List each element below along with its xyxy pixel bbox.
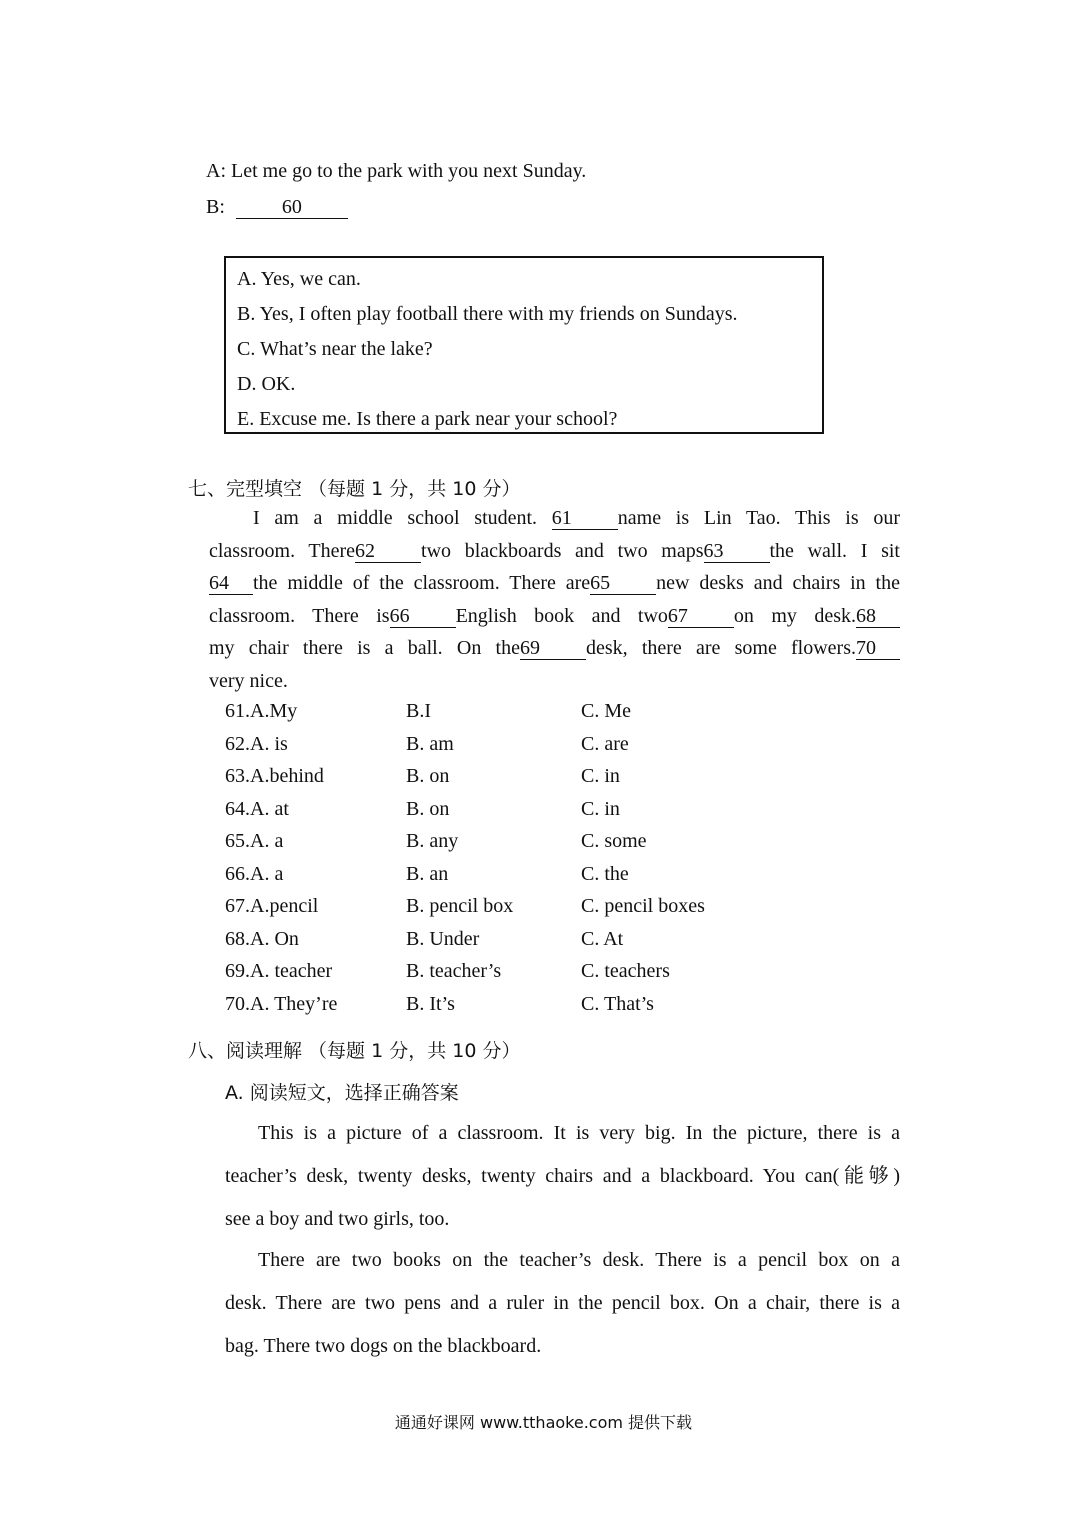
paragraph-line: desk. There are two pens and a ruler in the pencil box. On a chair, there is a: [225, 1292, 900, 1314]
question-64: [225, 798, 925, 830]
blank-60: 60: [236, 197, 348, 219]
question-choice-a: 62.A. is: [225, 733, 288, 755]
section8-heading: 八、阅读理解 （每题 1 分，共 10 分）: [188, 1040, 521, 1062]
reading-a-subheading: A. 阅读短文，选择正确答案: [225, 1082, 459, 1104]
question-choice-c: C. That’s: [581, 993, 654, 1015]
question-choice-a: 67.A.pencil: [225, 895, 319, 917]
option-e: E. Excuse me. Is there a park near your school?: [237, 408, 618, 430]
blank-66: 66: [390, 606, 456, 628]
passage-line-2: classroom. There62 two blackboards and two maps63 the wall. I sit: [209, 539, 900, 562]
question-choice-b: B. teacher’s: [406, 960, 502, 982]
section7-heading: 七、完型填空 （每题 1 分，共 10 分）: [188, 478, 521, 500]
question-choice-b: B. on: [406, 798, 450, 820]
question-choice-a: 61.A.My: [225, 700, 298, 722]
cloze-passage: [209, 502, 900, 698]
option-c: C. What’s near the lake?: [237, 338, 433, 360]
blank-69: 69: [520, 638, 586, 660]
question-68: [225, 928, 925, 960]
dialogue-line-a: A: Let me go to the park with you next Sunday.: [206, 160, 587, 182]
blank-68: 68: [856, 606, 900, 628]
question-66: [225, 863, 925, 895]
question-choice-b: B.I: [406, 700, 431, 722]
question-choice-a: 69.A. teacher: [225, 960, 333, 982]
question-choice-c: C. Me: [581, 700, 631, 722]
question-choice-a: 68.A. On: [225, 928, 299, 950]
question-choice-c: C. in: [581, 798, 620, 820]
question-67: [225, 895, 925, 927]
question-choice-b: B. on: [406, 765, 450, 787]
passage-line-5: my chair there is a ball. On the69 desk, there are some flowers.70: [209, 632, 900, 665]
blank-62: 62: [355, 541, 421, 563]
question-choice-b: B. pencil box: [406, 895, 514, 917]
question-choice-a: 66.A. a: [225, 863, 284, 885]
question-62: [225, 733, 925, 765]
paragraph-line: bag. There two dogs on the blackboard.: [225, 1335, 542, 1357]
question-choice-b: B. any: [406, 830, 459, 852]
question-69: [225, 960, 925, 992]
question-choice-c: C. teachers: [581, 960, 670, 982]
question-63: [225, 765, 925, 797]
paragraph-line: This is a picture of a classroom. It is very big. In the picture, there is a: [258, 1122, 900, 1144]
blank-67: 67: [668, 606, 734, 628]
question-choice-a: 64.A. at: [225, 798, 289, 820]
dialogue-line-b: [206, 196, 348, 219]
passage-line-1: I am a middle school student. 61 name is Lin Tao. This is our: [253, 507, 900, 529]
options-box: [224, 256, 824, 434]
passage-line-4: classroom. There is66 English book and two67 on my desk.68: [209, 600, 900, 633]
paragraph-line: There are two books on the teacher’s desk. There is a pencil box on a: [258, 1249, 900, 1271]
blank-64: 64: [209, 573, 253, 595]
blank-65: 65: [590, 573, 656, 595]
blank-63: 63: [704, 541, 770, 563]
question-choice-c: C. pencil boxes: [581, 895, 705, 917]
passage-line-6: very nice.: [209, 669, 288, 692]
question-choice-a: 65.A. a: [225, 830, 284, 852]
reading-paragraph-1: [225, 1112, 900, 1241]
blank-70: 70: [856, 638, 900, 660]
question-choice-c: C. some: [581, 830, 647, 852]
dialogue-b-prefix: B:: [206, 196, 225, 218]
paragraph-line: see a boy and two girls, too.: [225, 1208, 450, 1230]
blank-61: 61: [552, 508, 618, 530]
question-choice-c: C. are: [581, 733, 629, 755]
question-choice-c: C. the: [581, 863, 629, 885]
question-choice-b: B. am: [406, 733, 454, 755]
option-b: B. Yes, I often play football there with my friends on Sundays.: [237, 303, 738, 325]
reading-paragraph-2: [225, 1239, 900, 1368]
paragraph-line: teacher’s desk, twenty desks, twenty chairs and a blackboard. You can(能够): [225, 1165, 900, 1187]
option-a: A. Yes, we can.: [237, 268, 361, 290]
page-footer: 通通好课网 www.tthaoke.com 提供下载: [394, 1413, 693, 1432]
question-70: [225, 993, 925, 1025]
question-61: [225, 700, 925, 732]
option-d: D. OK.: [237, 373, 296, 395]
question-choice-c: C. At: [581, 928, 624, 950]
question-choice-b: B. It’s: [406, 993, 455, 1015]
question-choice-c: C. in: [581, 765, 620, 787]
question-65: [225, 830, 925, 862]
question-choice-b: B. an: [406, 863, 449, 885]
question-choice-b: B. Under: [406, 928, 480, 950]
question-choice-a: 70.A. They’re: [225, 993, 338, 1015]
question-choice-a: 63.A.behind: [225, 765, 324, 787]
passage-line-3: 64 the middle of the classroom. There are65 new desks and chairs in the: [209, 572, 900, 595]
